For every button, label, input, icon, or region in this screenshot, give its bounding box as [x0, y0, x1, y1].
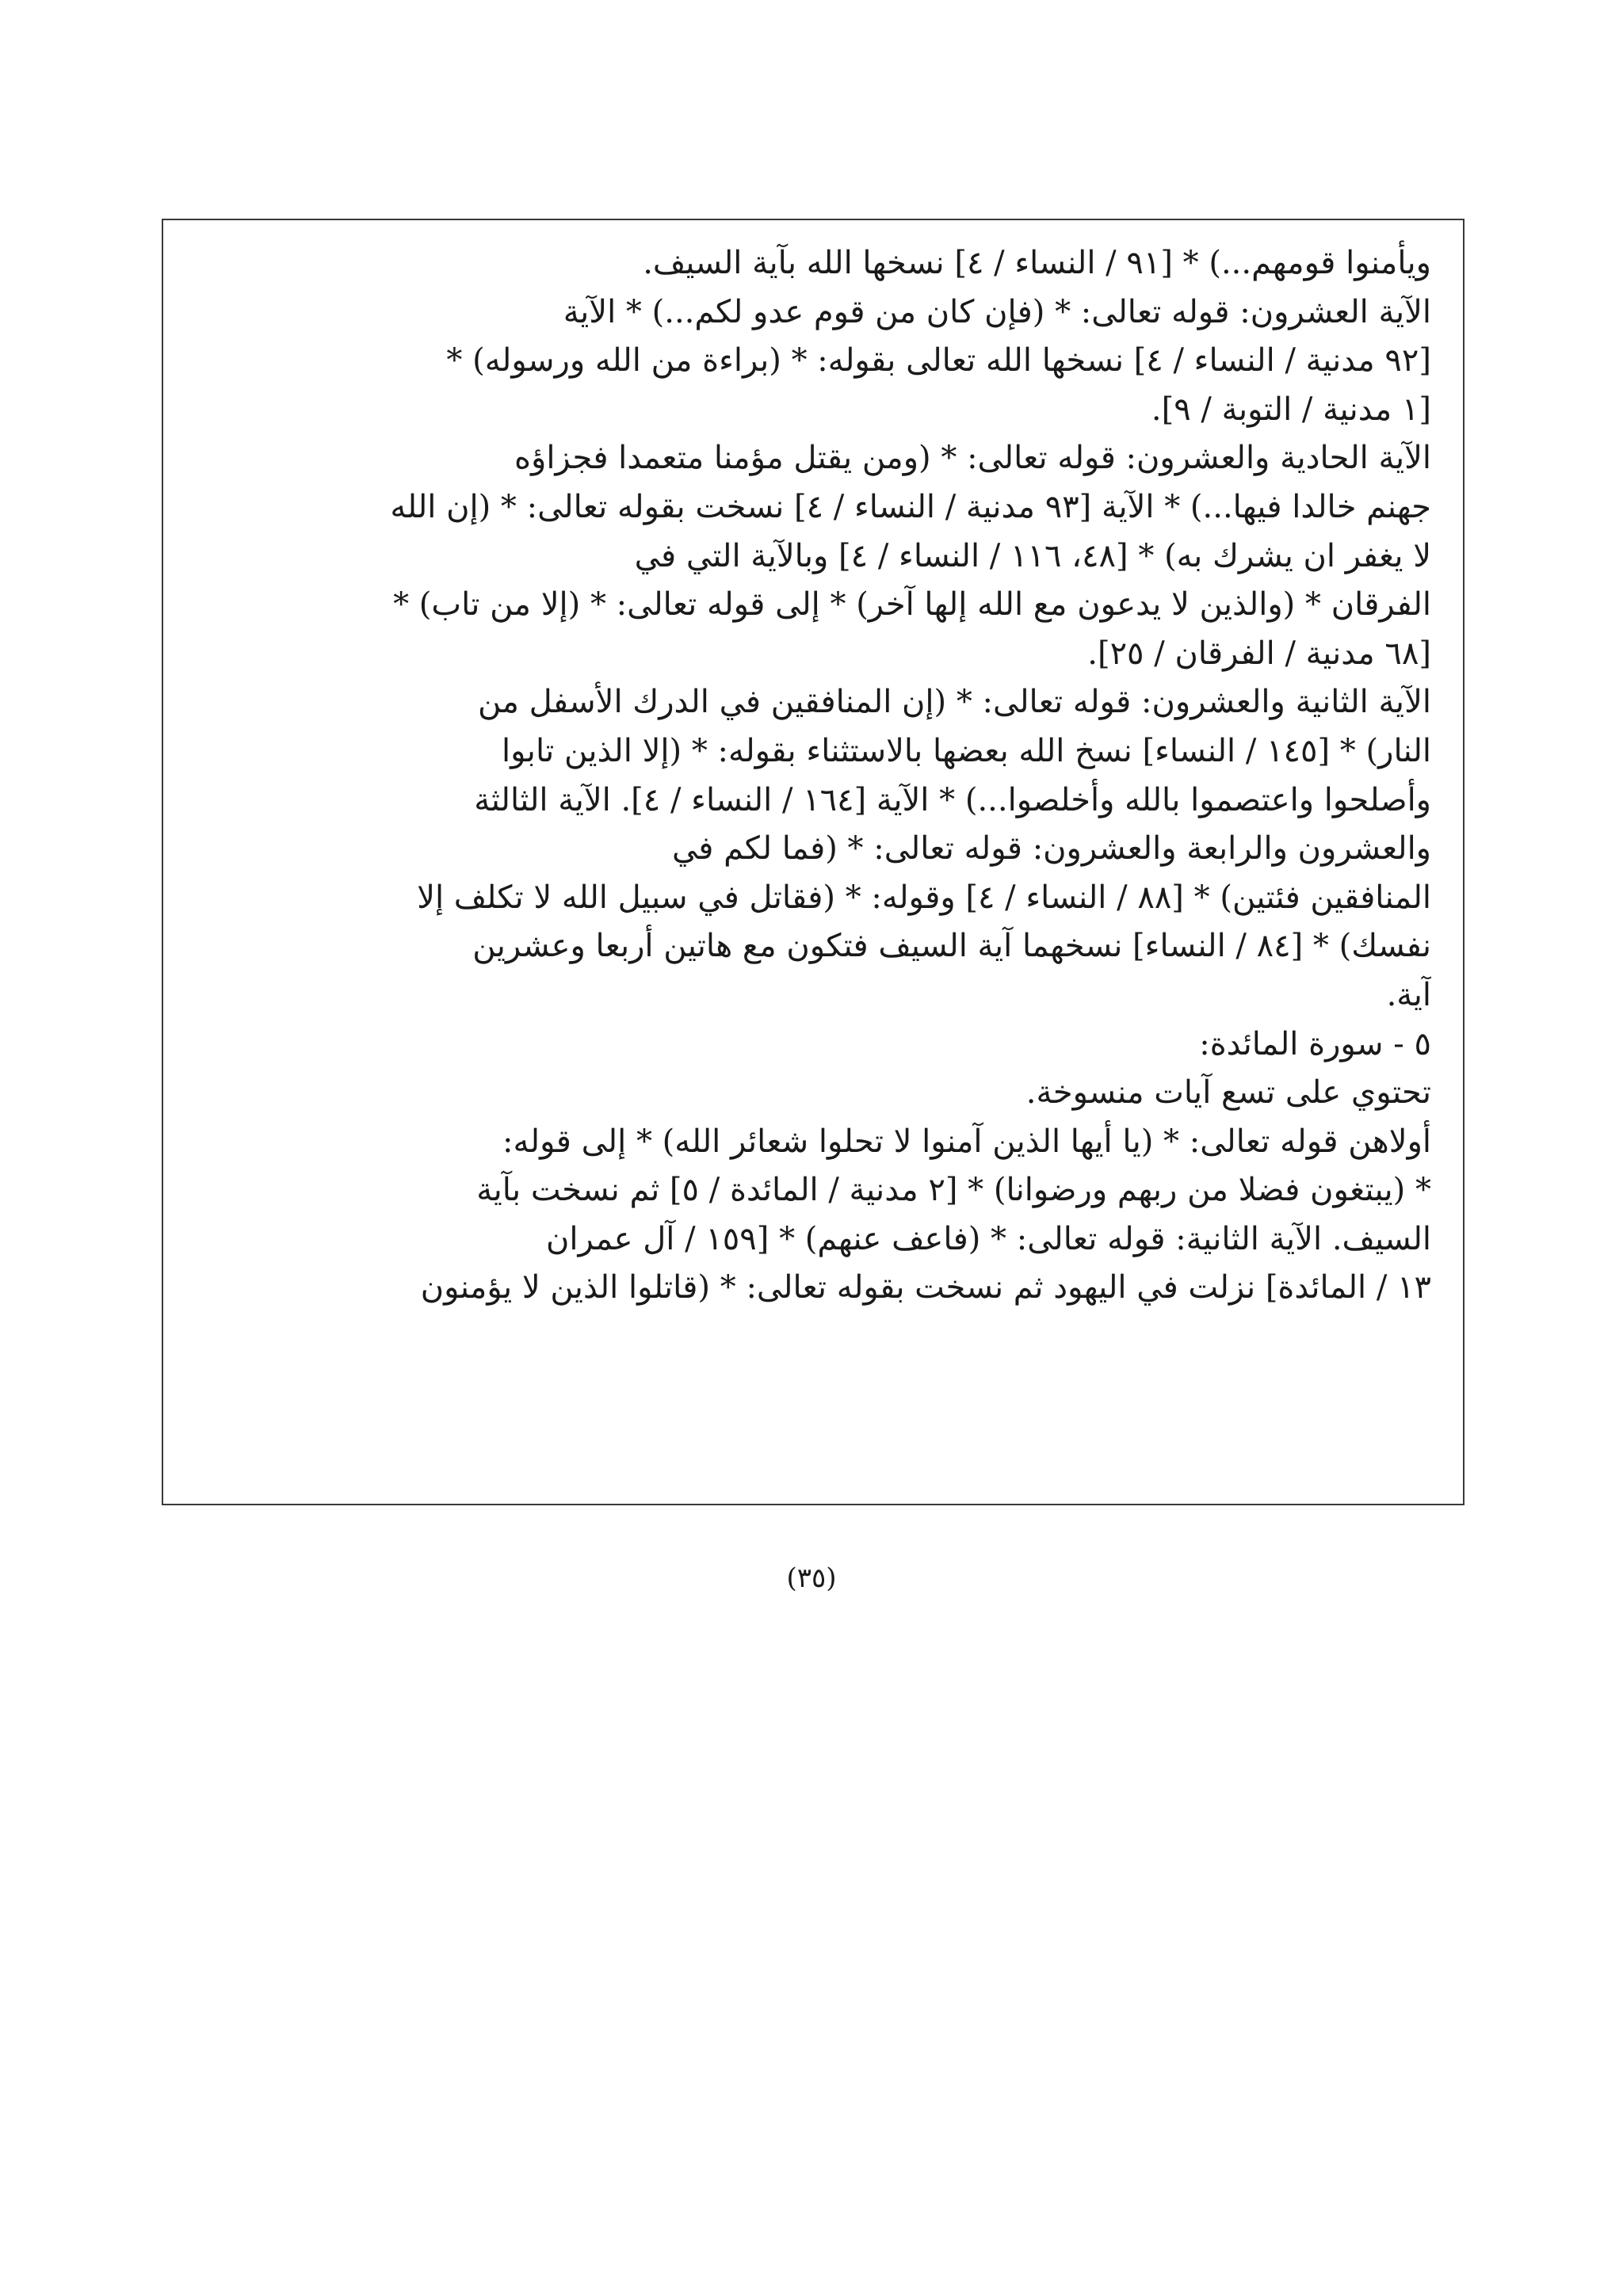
text-line: والعشرون والرابعة والعشرون: قوله تعالى: * (فما لكم في	[671, 830, 1431, 868]
text-frame	[162, 219, 1465, 1505]
text-line: الآية الحادية والعشرون: قوله تعالى: * (ومن يقتل مؤمنا متعمدا فجزاؤه	[514, 440, 1431, 477]
text-line: النار) * [١٤٥ / النساء] نسخ الله بعضها بالاستثناء بقوله: * (إلا الذين تابوا	[502, 732, 1431, 769]
text-line: ويأمنوا قومهم...) * [٩١ / النساء / ٤] نسخها الله بآية السيف.	[643, 245, 1431, 281]
text-line: الآية العشرون: قوله تعالى: * (فإن كان من قوم عدو لكم...) * الآية	[563, 293, 1431, 330]
text-line: المنافقين فئتين) * [٨٨ / النساء / ٤] وقوله: * (فقاتل في سبيل الله لا تكلف إلا	[417, 879, 1431, 916]
text-line: أولاهن قوله تعالى: * (يا أيها الذين آمنوا لا تحلوا شعائر الله) * إلى قوله:	[502, 1123, 1431, 1160]
text-line: ١٣ / المائدة] نزلت في اليهود ثم نسخت بقوله تعالى: * (قاتلوا الذين لا يؤمنون	[420, 1269, 1431, 1306]
text-line: الفرقان * (والذين لا يدعون مع الله إلها آخر) * إلى قوله تعالى: * (إلا من تاب) *	[393, 586, 1431, 624]
text-line: [١ مدنية / التوبة / ٩].	[1151, 391, 1431, 428]
text-line: وأصلحوا واعتصموا بالله وأخلصوا...) * الآية [١٦٤ / النساء / ٤]. الآية الثالثة	[474, 781, 1431, 818]
text-line: * (يبتغون فضلا من ربهم ورضوانا) * [٢ مدنية / المائدة / ٥] ثم نسخت بآية	[476, 1172, 1431, 1209]
text-line: السيف. الآية الثانية: قوله تعالى: * (فاعف عنهم) * [١٥٩ / آل عمران	[545, 1220, 1431, 1257]
text-line: آية.	[1386, 976, 1431, 1013]
text-line: جهنم خالدا فيها...) * الآية [٩٣ مدنية / النساء / ٤] نسخت بقوله تعالى: * (إن الله	[390, 488, 1431, 525]
text-line: تحتوي على تسع آيات منسوخة.	[1025, 1074, 1431, 1112]
text-line: نفسك) * [٨٤ / النساء] نسخهما آية السيف فتكون مع هاتين أربعا وعشرين	[472, 928, 1431, 965]
section-heading: ٥ - سورة المائدة:	[1199, 1025, 1431, 1062]
text-line: لا يغفر ان يشرك به) * [٤٨، ١١٦ / النساء / ٤] وبالآية التي في	[634, 537, 1431, 574]
text-line: الآية الثانية والعشرون: قوله تعالى: * (إن المنافقين في الدرك الأسفل من	[478, 684, 1431, 721]
text-line: [٩٢ مدنية / النساء / ٤] نسخها الله تعالى بقوله: * (براءة من الله ورسوله) *	[446, 342, 1431, 379]
text-line: [٦٨ مدنية / الفرقان / ٢٥].	[1087, 635, 1431, 672]
page-number: (٣٥)	[786, 1562, 837, 1594]
